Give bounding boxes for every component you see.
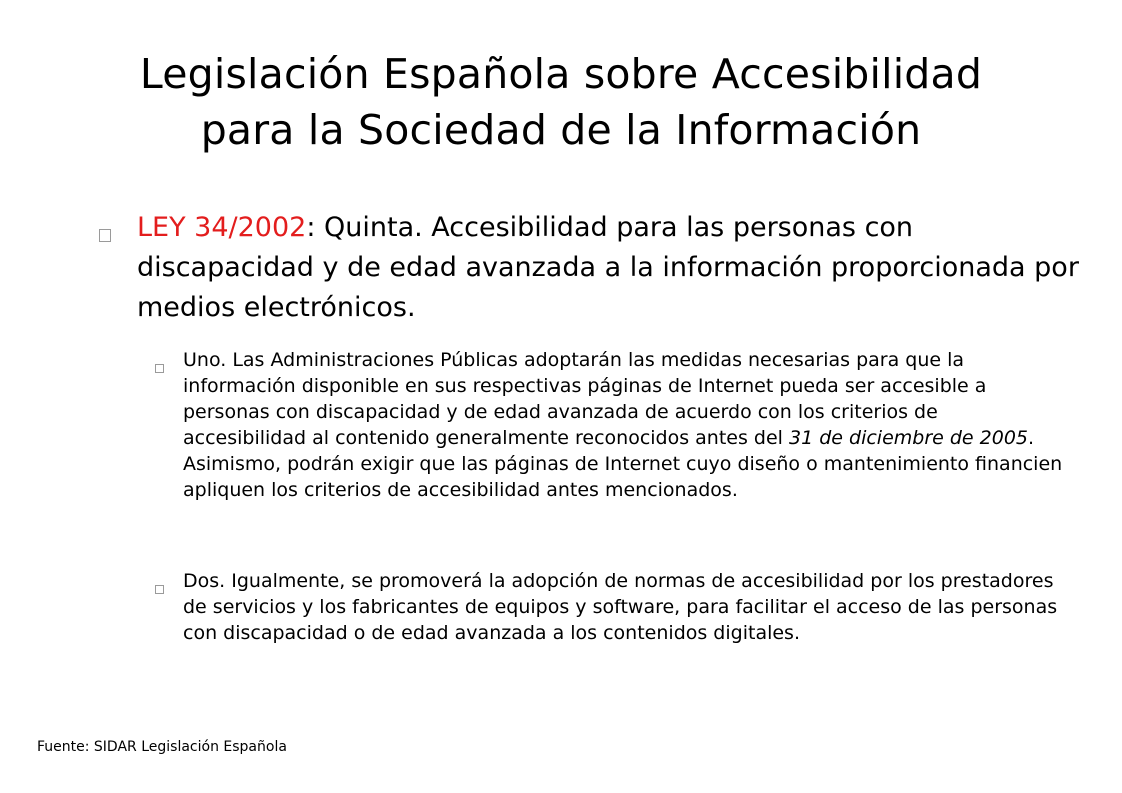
slide-title bbox=[40, 46, 1082, 158]
sub-bullet-dos: Dos. Igualmente, se promoverá la adopción de normas de accesibilidad por los prestadores de servicios y los fabricantes de equipos y software, para facilitar el acceso de las personas con discapacidad o de edad avanzada a los contenidos digitales. bbox=[183, 570, 1058, 644]
square-bullet-icon bbox=[99, 229, 111, 242]
deadline-date: 31 de diciembre de 2005 bbox=[789, 427, 1029, 449]
main-bullet bbox=[137, 208, 1087, 328]
main-bullet-text: : Quinta. Accesibilidad para las personas con discapacidad y de edad avanzada a la información proporcionada por medios electrónicos. bbox=[137, 212, 1079, 323]
sub-bullet-uno-text-after: . Asimismo, podrán exigir que las páginas de Internet cuyo diseño o mantenimiento financien apliquen los criterios de accesibilidad antes mencionados. bbox=[183, 427, 1063, 501]
sub-bullet-uno-text-before: Uno. Las Administraciones Públicas adoptarán las medidas necesarias para que la información disponible en sus respectivas páginas de Internet pueda ser accesible a personas con discapacidad y de edad avanzada de acuerdo con los criterios de accesibilidad al contenido generalmente reconocidos antes del bbox=[183, 349, 987, 449]
square-bullet-icon bbox=[155, 585, 164, 594]
sub-bullet-uno bbox=[183, 347, 1063, 503]
slide-title-line-1: Legislación Española sobre Accesibilidad bbox=[139, 50, 983, 98]
slide-title-line-2: para la Sociedad de la Información bbox=[200, 106, 922, 154]
source-note: Fuente: SIDAR Legislación Española bbox=[37, 739, 287, 755]
square-bullet-icon bbox=[155, 364, 164, 373]
law-reference: LEY 34/2002 bbox=[137, 212, 307, 243]
